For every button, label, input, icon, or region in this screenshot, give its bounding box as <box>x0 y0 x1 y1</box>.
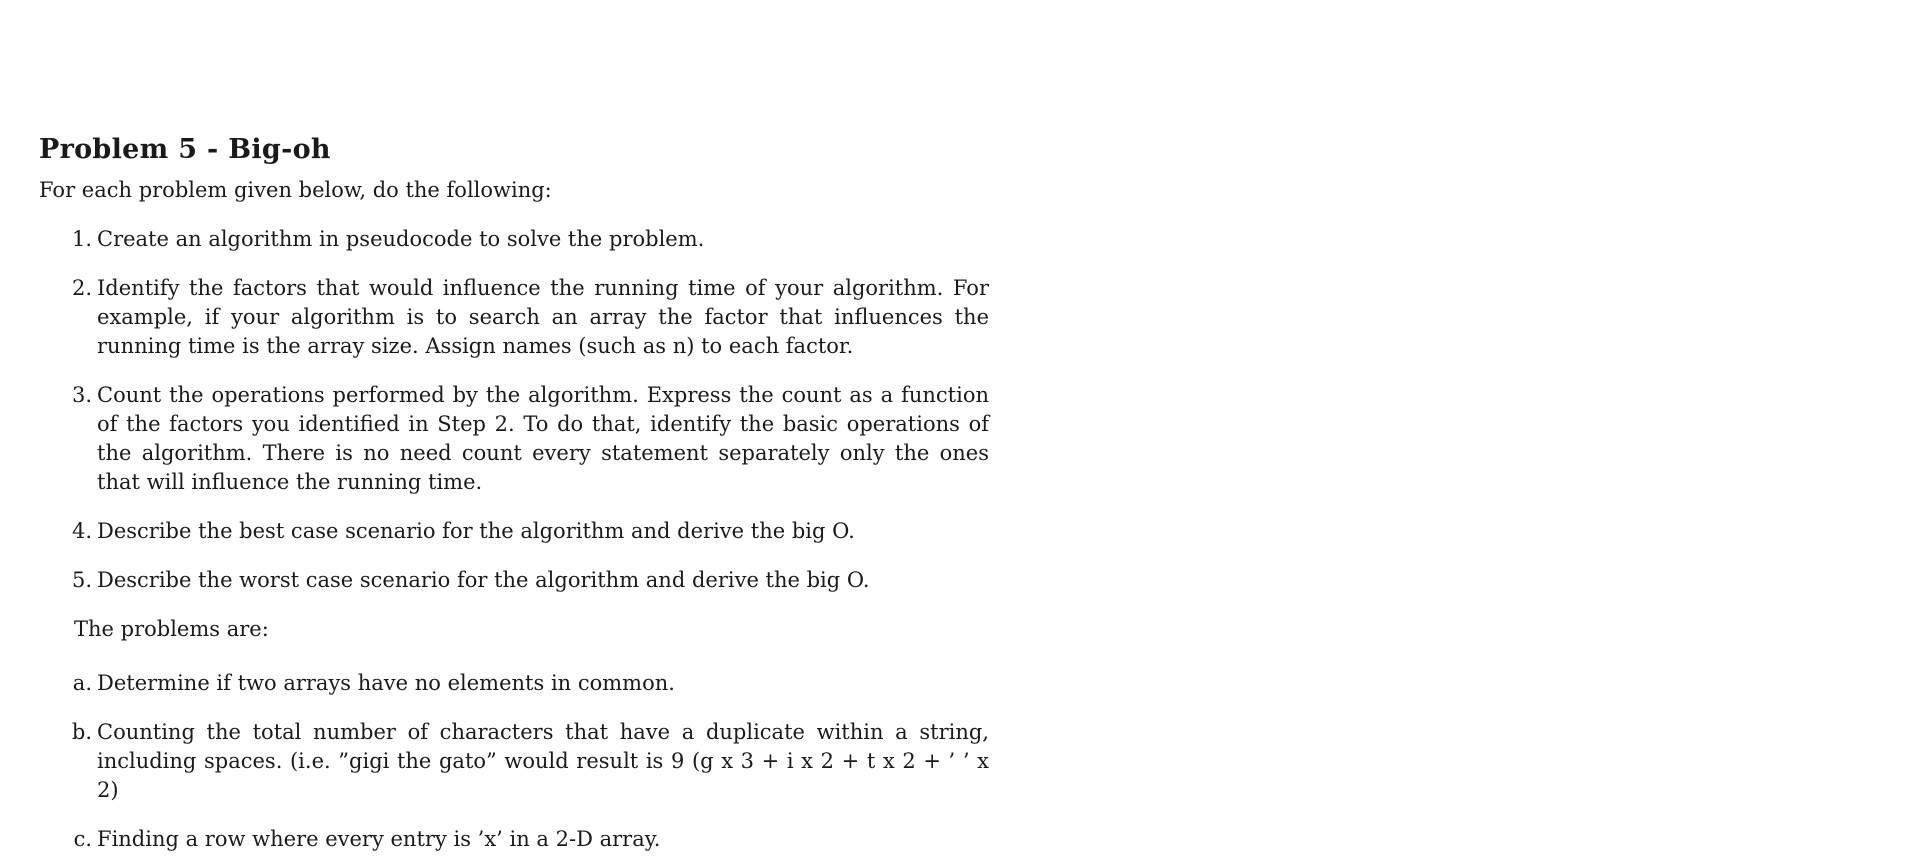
list-item-text: Determine if two arrays have no elements in common. <box>97 671 675 695</box>
list-marker: 4. <box>71 519 92 543</box>
steps-list <box>39 225 989 595</box>
list-item <box>39 274 989 361</box>
list-item <box>39 381 989 497</box>
page-title: Problem 5 - Big-oh <box>39 134 331 165</box>
intro-text: For each problem given below, do the following: <box>39 178 552 202</box>
list-item <box>39 517 989 546</box>
list-item <box>39 718 989 805</box>
list-item <box>39 825 989 854</box>
list-marker: c. <box>73 827 92 851</box>
problems-list <box>39 669 989 854</box>
list-item <box>39 669 989 698</box>
document-page <box>39 132 989 854</box>
list-marker: 1. <box>71 227 92 251</box>
list-item-text: Describe the best case scenario for the algorithm and derive the big O. <box>97 519 855 543</box>
list-marker: 3. <box>71 383 92 407</box>
problems-intro-text: The problems are: <box>74 617 269 641</box>
list-item-text: Create an algorithm in pseudocode to solve the problem. <box>97 227 705 251</box>
list-marker: a. <box>72 671 92 695</box>
list-marker: 2. <box>71 276 92 300</box>
list-marker: b. <box>71 720 92 744</box>
list-item-text: Identify the factors that would influence the running time of your algorithm. For example, if your algorithm is to search an array the factor that influences the running time is the array size. Assign names (such as n) to each factor. <box>97 276 989 358</box>
list-item-text: Describe the worst case scenario for the algorithm and derive the big O. <box>97 568 870 592</box>
list-item <box>39 225 989 254</box>
list-item-text: Count the operations performed by the algorithm. Express the count as a function of the factors you identified in Step 2. To do that, identify the basic operations of the algorithm. There is no need count every statement separately only the ones that will influence the running time. <box>97 383 989 494</box>
list-marker: 5. <box>71 568 92 592</box>
list-item-text: Counting the total number of characters that have a duplicate within a string, including spaces. (i.e. ”gigi the gato” would result is 9 (g x 3 + i x 2 + t x 2 + ’ ’ x 2) <box>97 720 989 802</box>
list-item <box>39 566 989 595</box>
list-item-text: Finding a row where every entry is ’x’ in a 2-D array. <box>97 827 661 851</box>
